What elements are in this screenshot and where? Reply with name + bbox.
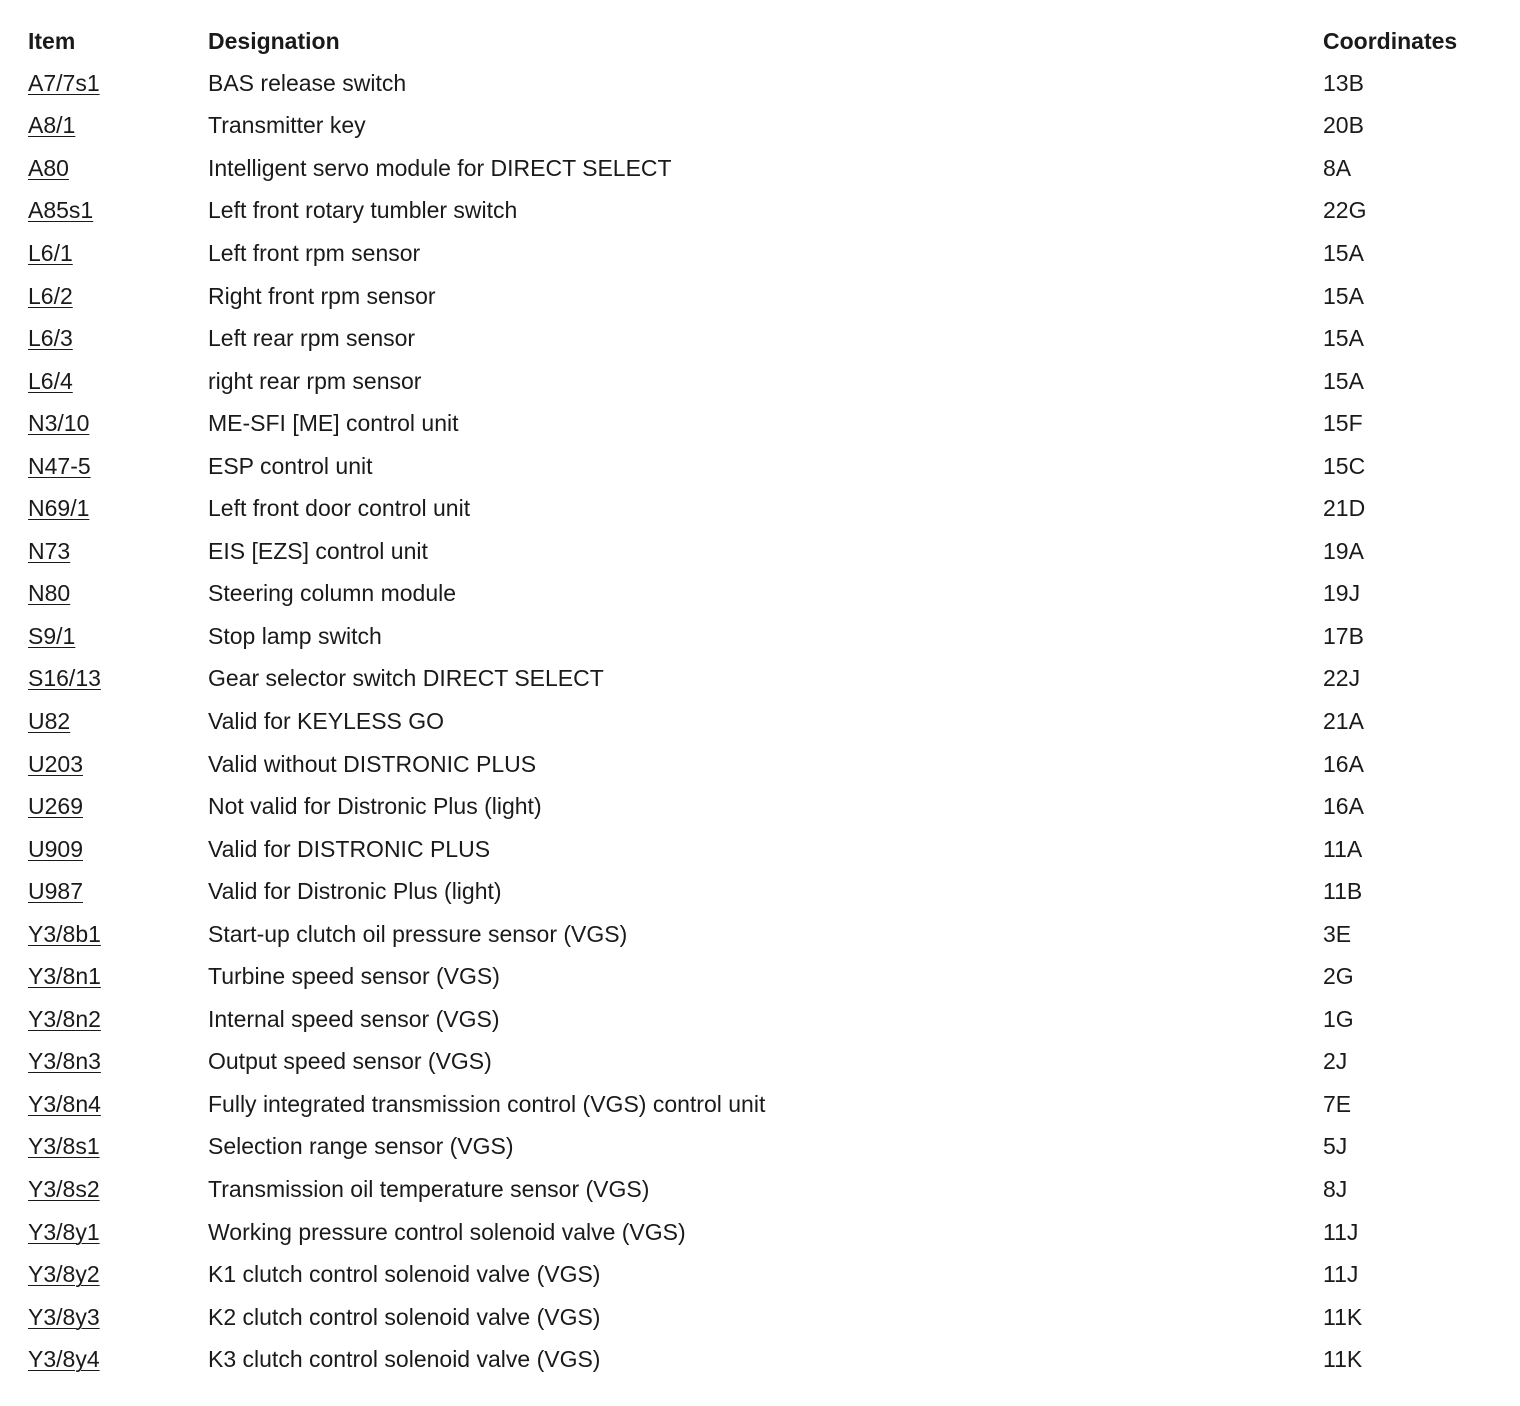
coordinates-cell: 22G bbox=[1323, 197, 1367, 224]
coordinates-cell: 1G bbox=[1323, 1005, 1354, 1032]
item-link[interactable]: Y3/8b1 bbox=[28, 920, 101, 947]
item-cell bbox=[28, 913, 208, 956]
table-row bbox=[28, 743, 1493, 786]
coordinates-cell: 19J bbox=[1323, 580, 1361, 607]
item-cell bbox=[28, 998, 208, 1041]
table-row bbox=[28, 190, 1493, 233]
header-item: Item bbox=[28, 27, 76, 54]
designation-cell: Intelligent servo module for DIRECT SELECT bbox=[208, 154, 672, 181]
table-row bbox=[28, 1083, 1493, 1126]
item-link[interactable]: U987 bbox=[28, 878, 83, 905]
designation-cell: Transmitter key bbox=[208, 112, 366, 139]
item-cell bbox=[28, 1168, 208, 1211]
designation-cell: Valid without DISTRONIC PLUS bbox=[208, 750, 537, 777]
table-row bbox=[28, 785, 1493, 828]
item-link[interactable]: N3/10 bbox=[28, 410, 90, 437]
designation-cell: Left front rpm sensor bbox=[208, 239, 421, 266]
coordinates-cell: 11J bbox=[1323, 1218, 1359, 1245]
table-row bbox=[28, 658, 1493, 701]
coordinates-cell: 2J bbox=[1323, 1048, 1348, 1075]
designation-cell: Valid for KEYLESS GO bbox=[208, 707, 445, 734]
table-row bbox=[28, 870, 1493, 913]
designation-cell: right rear rpm sensor bbox=[208, 367, 422, 394]
item-link[interactable]: A85s1 bbox=[28, 197, 94, 224]
table-row bbox=[28, 1126, 1493, 1169]
designation-cell: K2 clutch control solenoid valve (VGS) bbox=[208, 1303, 601, 1330]
item-link[interactable]: U203 bbox=[28, 750, 83, 777]
coordinates-cell: 11K bbox=[1323, 1303, 1363, 1330]
item-link[interactable]: U269 bbox=[28, 793, 83, 820]
item-link[interactable]: A7/7s1 bbox=[28, 69, 100, 96]
designation-cell: Turbine speed sensor (VGS) bbox=[208, 963, 500, 990]
item-link[interactable]: Y3/8y2 bbox=[28, 1261, 100, 1288]
coordinates-cell: 21D bbox=[1323, 495, 1366, 522]
table-row bbox=[28, 530, 1493, 573]
designation-cell: BAS release switch bbox=[208, 69, 407, 96]
item-link[interactable]: U909 bbox=[28, 835, 83, 862]
item-link[interactable]: Y3/8y4 bbox=[28, 1346, 100, 1373]
header-row bbox=[28, 20, 1493, 62]
table-row bbox=[28, 1211, 1493, 1254]
table-row bbox=[28, 1296, 1493, 1339]
table-row bbox=[28, 615, 1493, 658]
item-link[interactable]: Y3/8n4 bbox=[28, 1090, 101, 1117]
item-link[interactable]: L6/4 bbox=[28, 367, 73, 394]
coordinates-cell: 7E bbox=[1323, 1090, 1352, 1117]
designation-cell: K3 clutch control solenoid valve (VGS) bbox=[208, 1346, 601, 1373]
item-cell bbox=[28, 62, 208, 105]
table-row bbox=[28, 1041, 1493, 1084]
table-row bbox=[28, 1338, 1493, 1381]
item-cell bbox=[28, 530, 208, 573]
item-link[interactable]: Y3/8n2 bbox=[28, 1005, 101, 1032]
table-row bbox=[28, 402, 1493, 445]
table-row bbox=[28, 700, 1493, 743]
item-link[interactable]: U82 bbox=[28, 707, 71, 734]
item-cell bbox=[28, 360, 208, 403]
item-cell bbox=[28, 955, 208, 998]
designation-cell: Left front door control unit bbox=[208, 495, 471, 522]
coordinates-cell: 11A bbox=[1323, 835, 1363, 862]
designation-cell: ME-SFI [ME] control unit bbox=[208, 410, 459, 437]
item-link[interactable]: S9/1 bbox=[28, 622, 76, 649]
item-cell bbox=[28, 317, 208, 360]
item-cell bbox=[28, 615, 208, 658]
table-row bbox=[28, 487, 1493, 530]
table-row bbox=[28, 105, 1493, 148]
designation-cell: Left rear rpm sensor bbox=[208, 325, 416, 352]
designation-cell: Working pressure control solenoid valve (VGS) bbox=[208, 1218, 686, 1245]
item-cell bbox=[28, 1041, 208, 1084]
item-link[interactable]: N73 bbox=[28, 537, 71, 564]
header-designation: Designation bbox=[208, 27, 340, 54]
coordinates-cell: 20B bbox=[1323, 112, 1364, 139]
table-row bbox=[28, 955, 1493, 998]
item-cell bbox=[28, 190, 208, 233]
table-row bbox=[28, 998, 1493, 1041]
item-link[interactable]: N47-5 bbox=[28, 452, 91, 479]
item-cell bbox=[28, 275, 208, 318]
table-row bbox=[28, 573, 1493, 616]
item-cell bbox=[28, 445, 208, 488]
table-row bbox=[28, 275, 1493, 318]
table-row bbox=[28, 360, 1493, 403]
designation-cell: Internal speed sensor (VGS) bbox=[208, 1005, 500, 1032]
coordinates-cell: 13B bbox=[1323, 69, 1364, 96]
item-cell bbox=[28, 658, 208, 701]
item-link[interactable]: N69/1 bbox=[28, 495, 90, 522]
designation-cell: Gear selector switch DIRECT SELECT bbox=[208, 665, 604, 692]
table-body bbox=[28, 62, 1493, 1381]
designation-cell: Right front rpm sensor bbox=[208, 282, 436, 309]
table-row bbox=[28, 232, 1493, 275]
designation-cell: Selection range sensor (VGS) bbox=[208, 1133, 514, 1160]
item-link[interactable]: Y3/8y3 bbox=[28, 1303, 100, 1330]
item-cell bbox=[28, 700, 208, 743]
item-cell bbox=[28, 785, 208, 828]
coordinates-cell: 5J bbox=[1323, 1133, 1348, 1160]
designation-cell: Start-up clutch oil pressure sensor (VGS) bbox=[208, 920, 628, 947]
item-cell bbox=[28, 1126, 208, 1169]
designation-cell: Output speed sensor (VGS) bbox=[208, 1048, 492, 1075]
item-link[interactable]: L6/1 bbox=[28, 239, 73, 266]
item-cell bbox=[28, 828, 208, 871]
coordinates-cell: 21A bbox=[1323, 707, 1364, 734]
item-cell bbox=[28, 1253, 208, 1296]
item-link[interactable]: Y3/8n3 bbox=[28, 1048, 101, 1075]
coordinates-cell: 15A bbox=[1323, 325, 1364, 352]
designation-cell: Stop lamp switch bbox=[208, 622, 382, 649]
item-link[interactable]: N80 bbox=[28, 580, 71, 607]
table-row bbox=[28, 317, 1493, 360]
item-cell bbox=[28, 147, 208, 190]
coordinates-cell: 11B bbox=[1323, 878, 1363, 905]
designation-cell: Fully integrated transmission control (VGS) control unit bbox=[208, 1090, 766, 1117]
item-link[interactable]: L6/2 bbox=[28, 282, 73, 309]
item-cell bbox=[28, 1296, 208, 1339]
table-row bbox=[28, 1168, 1493, 1211]
coordinates-cell: 22J bbox=[1323, 665, 1361, 692]
item-link[interactable]: S16/13 bbox=[28, 665, 101, 692]
item-link[interactable]: L6/3 bbox=[28, 325, 73, 352]
designation-cell: Valid for Distronic Plus (light) bbox=[208, 878, 502, 905]
item-cell bbox=[28, 487, 208, 530]
coordinates-cell: 11J bbox=[1323, 1261, 1359, 1288]
table-row bbox=[28, 828, 1493, 871]
coordinates-cell: 8J bbox=[1323, 1175, 1348, 1202]
item-link[interactable]: A8/1 bbox=[28, 112, 76, 139]
designation-cell: Left front rotary tumbler switch bbox=[208, 197, 518, 224]
coordinates-cell: 8A bbox=[1323, 154, 1352, 181]
designation-cell: K1 clutch control solenoid valve (VGS) bbox=[208, 1261, 601, 1288]
component-legend-table bbox=[28, 20, 1493, 1381]
item-cell bbox=[28, 105, 208, 148]
item-link[interactable]: Y3/8n1 bbox=[28, 963, 101, 990]
table-row bbox=[28, 445, 1493, 488]
item-cell bbox=[28, 1211, 208, 1254]
coordinates-cell: 15A bbox=[1323, 367, 1364, 394]
item-cell bbox=[28, 1083, 208, 1126]
item-cell bbox=[28, 232, 208, 275]
item-link[interactable]: Y3/8s2 bbox=[28, 1175, 100, 1202]
designation-cell: Valid for DISTRONIC PLUS bbox=[208, 835, 491, 862]
designation-cell: ESP control unit bbox=[208, 452, 373, 479]
designation-cell: Transmission oil temperature sensor (VGS) bbox=[208, 1175, 650, 1202]
coordinates-cell: 3E bbox=[1323, 920, 1352, 947]
coordinates-cell: 17B bbox=[1323, 622, 1364, 649]
item-cell bbox=[28, 743, 208, 786]
item-cell bbox=[28, 573, 208, 616]
coordinates-cell: 15A bbox=[1323, 239, 1364, 266]
coordinates-cell: 15F bbox=[1323, 410, 1363, 437]
table-row bbox=[28, 1253, 1493, 1296]
coordinates-cell: 19A bbox=[1323, 537, 1364, 564]
coordinates-cell: 15A bbox=[1323, 282, 1364, 309]
coordinates-cell: 15C bbox=[1323, 452, 1366, 479]
item-link[interactable]: Y3/8s1 bbox=[28, 1133, 100, 1160]
coordinates-cell: 16A bbox=[1323, 750, 1364, 777]
item-cell bbox=[28, 1338, 208, 1381]
table-row bbox=[28, 62, 1493, 105]
coordinates-cell: 11K bbox=[1323, 1346, 1363, 1373]
designation-cell: EIS [EZS] control unit bbox=[208, 537, 428, 564]
table-header bbox=[28, 20, 1493, 62]
table-row bbox=[28, 913, 1493, 956]
item-cell bbox=[28, 402, 208, 445]
table-row bbox=[28, 147, 1493, 190]
coordinates-cell: 16A bbox=[1323, 793, 1364, 820]
item-link[interactable]: Y3/8y1 bbox=[28, 1218, 100, 1245]
item-cell bbox=[28, 870, 208, 913]
item-link[interactable]: A80 bbox=[28, 154, 69, 181]
header-coordinates: Coordinates bbox=[1323, 27, 1458, 54]
designation-cell: Steering column module bbox=[208, 580, 457, 607]
coordinates-cell: 2G bbox=[1323, 963, 1354, 990]
designation-cell: Not valid for Distronic Plus (light) bbox=[208, 793, 542, 820]
